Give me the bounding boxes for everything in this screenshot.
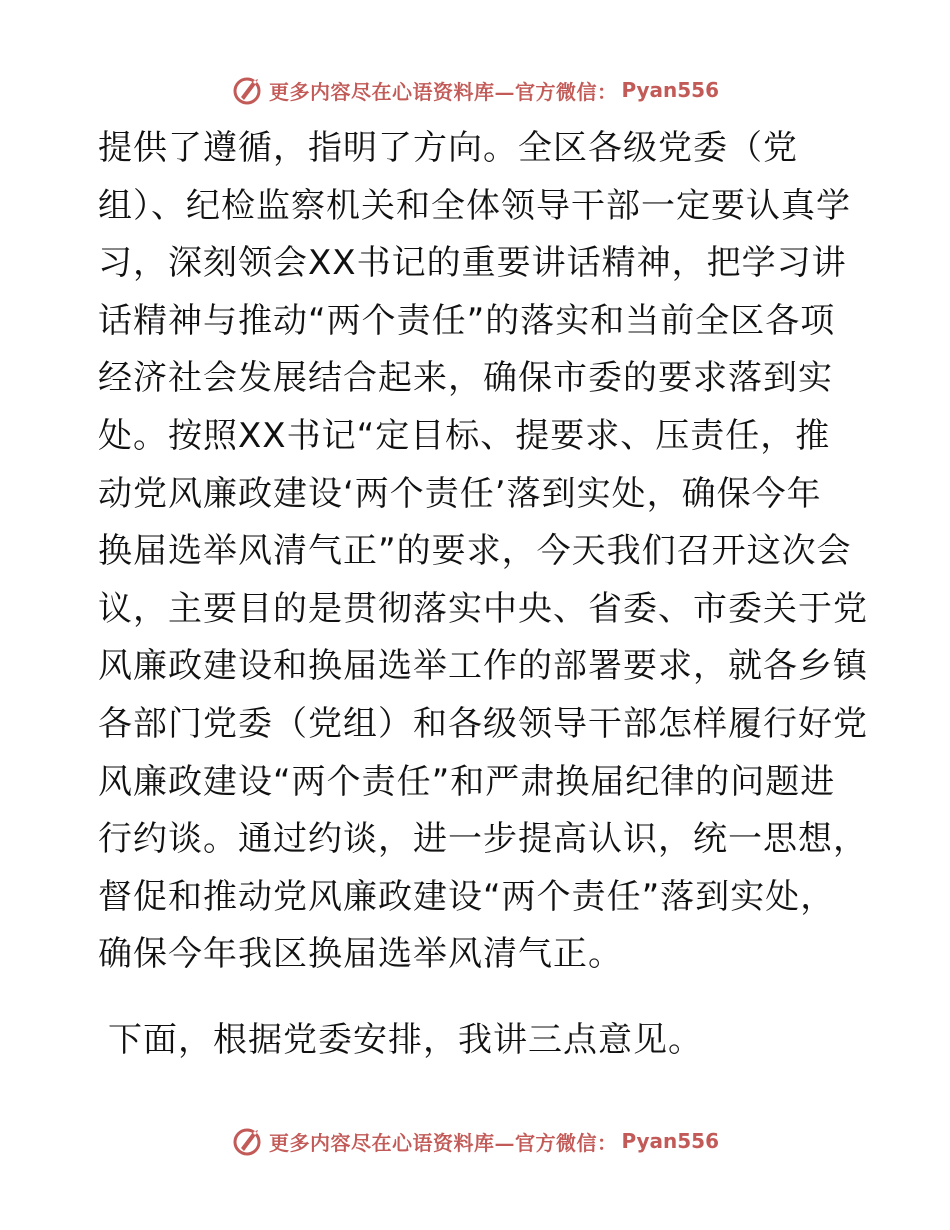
closing-sentence: 下面，根据党委安排，我讲三点意见。 — [108, 1020, 703, 1060]
paragraph-line: 督促和推动党风廉政建设“两个责任”落到实处， — [98, 876, 836, 917]
pen-nib-logo-icon — [231, 1124, 265, 1158]
paragraph-line: 行约谈。通过约谈，进一步提高认识，统一思想， — [98, 819, 868, 860]
paragraph-line: 换届选举风清气正”的要求，今天我们召开这次会 — [98, 531, 852, 572]
paragraph-line: 议，主要目的是贯彻落实中央、省委、市委关于党 — [98, 588, 868, 629]
paragraph-line: 组）、纪检监察机关和全体领导干部一定要认真学 — [98, 185, 851, 226]
paragraph-line: 风廉政建设和换届选举工作的部署要求，就各乡镇 — [98, 646, 868, 687]
pen-nib-logo-icon — [231, 73, 265, 107]
paragraph-line: 经济社会发展结合起来，确保市委的要求落到实 — [98, 358, 833, 399]
paragraph-line: 话精神与推动“两个责任”的落实和当前全区各项 — [98, 300, 836, 341]
paragraph-line: 习，深刻领会XX书记的重要讲话精神，把学习讲 — [98, 243, 847, 284]
paragraph-line: 处。按照XX书记“定目标、提要求、压责任，推 — [98, 415, 831, 456]
paragraph-line: 各部门党委（党组）和各级领导干部怎样履行好党 — [98, 703, 868, 744]
banner-wechat-id: Pyan556 — [621, 78, 720, 102]
paragraph-line: 风廉政建设“两个责任”和严肃换届纪律的问题进 — [98, 761, 836, 802]
banner-text: 更多内容尽在心语资料库—官方微信： — [268, 1130, 618, 1155]
paragraph-line: 提供了遵循，指明了方向。全区各级党委（党 — [98, 128, 798, 168]
document-paragraph — [98, 120, 868, 984]
banner-text: 更多内容尽在心语资料库—官方微信： — [268, 79, 618, 104]
paragraph-line: 动党风廉政建设‘两个责任’落到实处，确保今年 — [98, 473, 822, 514]
paragraph-line: 确保今年我区换届选举风清气正。 — [98, 934, 623, 975]
banner-wechat-id: Pyan556 — [621, 1129, 720, 1153]
footer-banner — [0, 1121, 950, 1161]
header-banner — [0, 70, 950, 110]
